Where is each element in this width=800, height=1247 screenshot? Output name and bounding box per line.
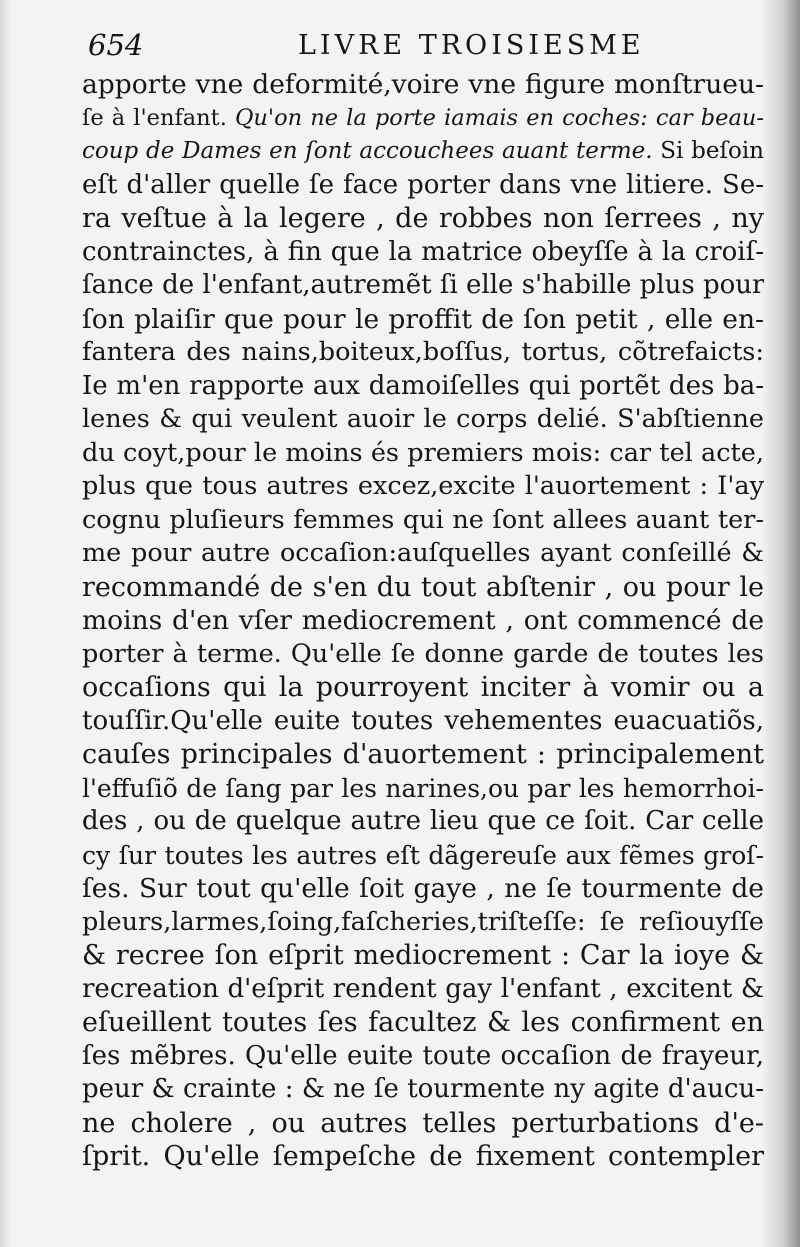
text-line xyxy=(82,437,764,471)
text-run: & recree ſon eſprit mediocrement : Car la ioye & xyxy=(82,940,764,971)
page-number: 654 xyxy=(88,28,144,62)
text-line xyxy=(82,705,764,739)
text-run: eſt d'aller quelle ſe face porter dans vne litiere. Se- xyxy=(82,169,764,200)
text-run: contrainctes, à fin que la matrice obeyſſe à la croiſ- xyxy=(82,236,764,267)
text-run: cognu pluſieurs femmes qui ne ſont allees auant ter- xyxy=(82,504,764,535)
text-line xyxy=(82,1140,764,1174)
text-line xyxy=(82,303,764,337)
text-run: ra veſtue à la legere , de robbes non ſerrees , ny xyxy=(82,203,764,234)
text-run: pleurs,larmes,ſoing,faſcheries,triſteſſe: ſe reſiouyſſe xyxy=(82,906,764,937)
book-gutter-shadow xyxy=(762,0,800,1247)
text-line xyxy=(82,906,764,940)
text-line xyxy=(82,269,764,303)
italic-run: coup de Dames en ſont accouchees auant terme. xyxy=(82,138,653,164)
body-text xyxy=(82,68,764,1174)
text-line xyxy=(82,939,764,973)
text-line xyxy=(82,135,764,169)
text-line xyxy=(82,236,764,270)
text-run: Si beſoin xyxy=(652,138,764,164)
text-line xyxy=(82,504,764,538)
text-run: ne cholere , ou autres telles perturbations d'e- xyxy=(82,1107,764,1139)
text-line xyxy=(82,370,764,404)
text-run: apporte vne deformité,voire vne figure monſtrueu- xyxy=(82,69,764,100)
text-run: ſes mẽbres. Qu'elle euite toute occaſion de frayeur, xyxy=(82,1040,764,1071)
text-line xyxy=(82,336,764,370)
text-line xyxy=(82,772,764,806)
text-run: peur & crainte : & ne ſe tourmente ny agite d'aucu- xyxy=(82,1074,764,1104)
text-line xyxy=(82,102,764,136)
text-run: du coyt,pour le moins és premiers mois: car tel acte, xyxy=(82,437,764,468)
text-run: Ie m'en rapporte aux damoiſelles qui portẽt des ba- xyxy=(82,370,764,401)
text-run: ſes. Sur tout qu'elle ſoit gaye , ne ſe tourmente de xyxy=(82,873,764,904)
text-run: des , ou de quelque autre lieu que ce ſoit. Car celle xyxy=(82,806,764,836)
text-line xyxy=(82,202,764,236)
text-run: occaſions qui la pourroyent inciter à vomir ou a xyxy=(82,672,764,703)
text-line xyxy=(82,68,764,102)
text-line xyxy=(82,537,764,571)
text-run: fantera des nains,boiteux,boſſus, tortus, cõtrefaicts: xyxy=(82,337,764,367)
text-line xyxy=(82,604,764,638)
text-run: me pour autre occaſion:auſquelles ayant conſeillé & xyxy=(82,538,764,568)
text-line xyxy=(82,738,764,772)
text-run: touſſir.Qu'elle euite toutes vehementes euacuatiõs, xyxy=(82,705,764,736)
text-run: ſe à l'enfant. xyxy=(82,104,235,131)
text-line xyxy=(82,1107,764,1141)
text-line xyxy=(82,403,764,437)
text-run: porter à terme. Qu'elle ſe donne garde de toutes les xyxy=(82,638,764,669)
text-run: cy ſur toutes les autres eſt dãgereuſe aux fẽmes groſ- xyxy=(82,840,764,870)
text-line xyxy=(82,872,764,906)
text-line xyxy=(82,805,764,839)
text-line xyxy=(82,839,764,873)
running-head: LIVRE TROISIESME xyxy=(298,30,645,61)
italic-run: Qu'on ne la porte iamais en coches: car beau- xyxy=(234,104,764,131)
page-edge-shadow xyxy=(0,0,12,1247)
text-run: l'effuſiõ de ſang par les narines,ou par les hemorrhoi- xyxy=(82,773,764,803)
text-run: ſon plaiſir que pour le proffit de ſon petit , elle en- xyxy=(82,303,764,335)
text-line xyxy=(82,973,764,1007)
text-line xyxy=(82,169,764,203)
text-run: recommandé de s'en du tout abſtenir , ou pour le xyxy=(82,571,764,603)
text-run: eſueillent toutes ſes facultez & les confirment en xyxy=(82,1007,764,1038)
text-line xyxy=(82,470,764,504)
text-run: moins d'en vſer mediocrement , ont commencé de xyxy=(82,605,764,636)
text-run: ſance de l'enfant,autremẽt ſi elle s'habille plus pour xyxy=(82,270,764,300)
text-line xyxy=(82,638,764,672)
page-header xyxy=(88,18,768,68)
text-run: recreation d'eſprit rendent gay l'enfant , excitent & xyxy=(82,973,764,1004)
text-line xyxy=(82,1073,764,1107)
text-line xyxy=(82,1040,764,1074)
text-run: cauſes principales d'auortement : principalement xyxy=(82,739,764,770)
text-line xyxy=(82,1006,764,1040)
text-line xyxy=(82,671,764,705)
text-run: ſprit. Qu'elle ſempeſche de fixement contempler xyxy=(82,1141,764,1172)
text-run: plus que tous autres excez,excite l'auortement : I'ay xyxy=(82,471,764,501)
text-run: lenes & qui veulent auoir le corps delié. S'abſtienne xyxy=(82,404,764,434)
text-line xyxy=(82,571,764,605)
